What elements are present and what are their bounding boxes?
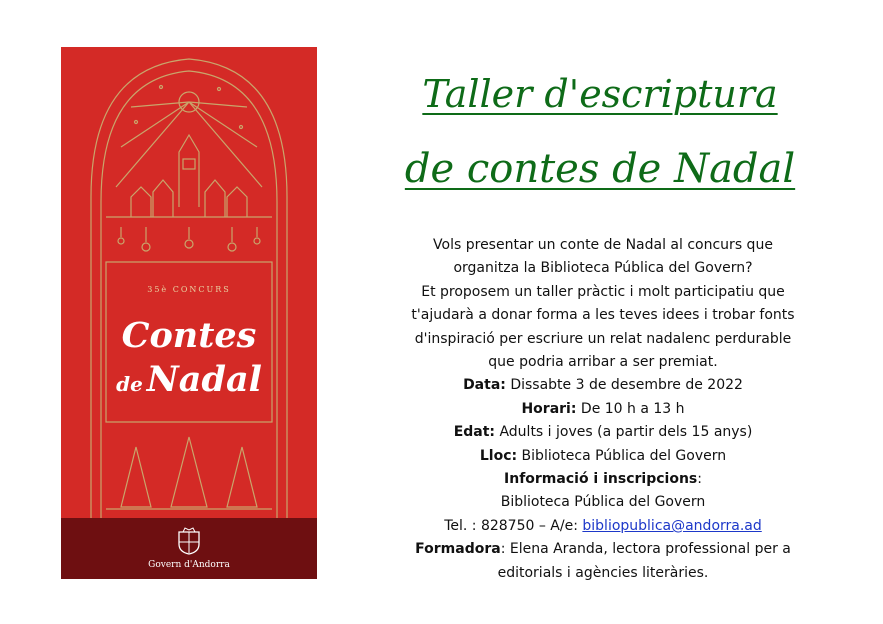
intro-line: que podria arribar a ser premiat. bbox=[488, 354, 718, 371]
poster-title-line1: Contes bbox=[121, 315, 257, 356]
phone-text: Tel. : 828750 – A/e: bbox=[444, 517, 583, 534]
trainer-row bbox=[378, 538, 828, 561]
schedule-value: De 10 h a 13 h bbox=[576, 400, 685, 417]
poster-title-nadal: Nadal bbox=[146, 359, 262, 400]
event-description bbox=[378, 234, 828, 585]
info-label: Informació i inscripcions bbox=[504, 471, 698, 488]
age-row bbox=[378, 421, 828, 444]
info-value: Biblioteca Pública del Govern bbox=[500, 494, 706, 511]
intro-line: Et proposem un taller pràctic i molt participatiu que bbox=[421, 283, 785, 300]
date-row bbox=[378, 374, 828, 397]
poster-title-line2 bbox=[61, 359, 317, 400]
trainer-value: : Elena Aranda, lectora professional per a bbox=[500, 541, 791, 558]
poster-concurs-label: 35è CONCURS bbox=[147, 285, 231, 294]
poster-footer bbox=[61, 518, 317, 579]
info-heading bbox=[378, 468, 828, 491]
schedule-label: Horari: bbox=[521, 400, 577, 417]
contest-poster bbox=[61, 47, 317, 579]
contact-row bbox=[378, 515, 828, 538]
page-title-line2: de contes de Nadal bbox=[404, 146, 796, 192]
poster-title-de: de bbox=[116, 372, 143, 396]
trainer-value-cont: editorials i agències literàries. bbox=[497, 564, 709, 581]
location-row bbox=[378, 445, 828, 468]
poster-ornament bbox=[61, 47, 317, 518]
age-label: Edat: bbox=[453, 424, 496, 441]
schedule-row bbox=[378, 398, 828, 421]
location-label: Lloc: bbox=[479, 447, 518, 464]
info-colon: : bbox=[697, 471, 702, 488]
andorra-crest-icon bbox=[173, 526, 205, 556]
intro-line: t'ajudarà a donar forma a les teves idees i trobar fonts bbox=[411, 307, 795, 324]
poster-government-name: Govern d'Andorra bbox=[148, 560, 230, 570]
date-value: Dissabte 3 de desembre de 2022 bbox=[505, 377, 743, 394]
intro-line: organitza la Biblioteca Pública del Govern? bbox=[453, 260, 753, 277]
date-label: Data: bbox=[463, 377, 506, 394]
intro-line: Vols presentar un conte de Nadal al concurs que bbox=[433, 237, 773, 253]
intro-line: d'inspiració per escriure un relat nadalenc perdurable bbox=[414, 330, 792, 347]
page-title-line1: Taller d'escriptura bbox=[422, 72, 778, 116]
location-value: Biblioteca Pública del Govern bbox=[517, 447, 727, 464]
email-link[interactable]: bibliopublica@andorra.ad bbox=[582, 517, 762, 534]
trainer-label: Formadora bbox=[415, 541, 501, 558]
age-value: Adults i joves (a partir dels 15 anys) bbox=[495, 424, 753, 441]
